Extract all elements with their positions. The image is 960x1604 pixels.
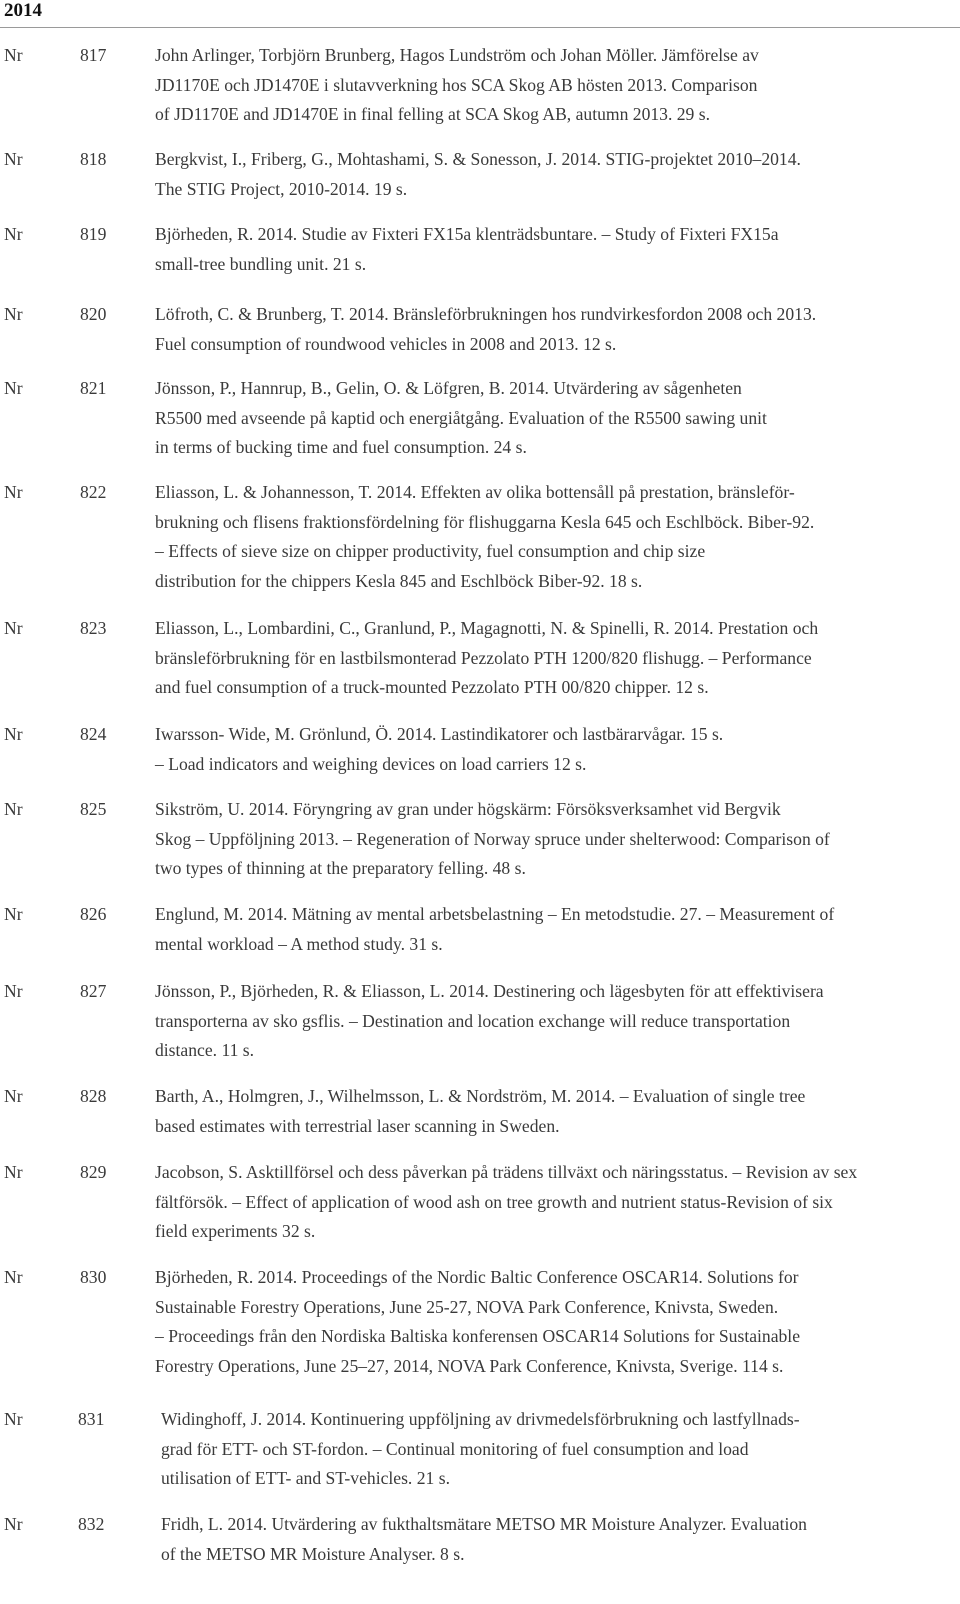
entry-citation <box>161 1405 960 1494</box>
entry-citation <box>155 374 960 463</box>
entry-prefix: Nr <box>4 1162 23 1182</box>
citation-line: Fuel consumption of roundwood vehicles in 2008 and 2013. 12 s. <box>155 333 617 354</box>
entry-number: 823 <box>80 618 107 638</box>
citation-line: bränsleförbrukning för en lastbilsmonterad Pezzolato PTH 1200/820 flishugg. – Performance <box>155 647 812 668</box>
entry-prefix: Nr <box>4 618 23 638</box>
citation-line: transporterna av sko gsflis. – Destination and location exchange will reduce transportation <box>155 1010 791 1031</box>
citation-line: John Arlinger, Torbjörn Brunberg, Hagos Lundström och Johan Möller. Jämförelse av <box>155 45 759 65</box>
citation-line: Jönsson, P., Hannrup, B., Gelin, O. & Löfgren, B. 2014. Utvärdering av sågenheten <box>155 378 742 398</box>
entry-citation <box>155 1082 960 1141</box>
citation-line: The STIG Project, 2010-2014. 19 s. <box>155 178 408 199</box>
entry-prefix: Nr <box>4 1267 23 1287</box>
citation-line: Fridh, L. 2014. Utvärdering av fukthaltsmätare METSO MR Moisture Analyzer. Evaluation <box>161 1514 807 1534</box>
entry-number: 831 <box>78 1409 105 1429</box>
entry-prefix: Nr <box>4 304 23 324</box>
entry-number: 828 <box>80 1086 107 1106</box>
citation-line: Björheden, R. 2014. Proceedings of the Nordic Baltic Conference OSCAR14. Solutions for <box>155 1267 799 1287</box>
citation-line: Sustainable Forestry Operations, June 25-27, NOVA Park Conference, Knivsta, Sweden. <box>155 1296 779 1317</box>
entry-prefix: Nr <box>4 224 23 244</box>
entry-prefix: Nr <box>4 482 23 502</box>
citation-line: grad för ETT- och ST-fordon. – Continual monitoring of fuel consumption and load <box>161 1438 749 1459</box>
entry-citation <box>155 977 960 1066</box>
citation-line: and fuel consumption of a truck-mounted Pezzolato PTH 00/820 chipper. 12 s. <box>155 677 709 697</box>
entry-number: 829 <box>80 1162 107 1182</box>
citation-line: Jönsson, P., Björheden, R. & Eliasson, L. 2014. Destinering och lägesbyten för att effektivisera <box>155 981 824 1001</box>
citation-line: Barth, A., Holmgren, J., Wilhelmsson, L. & Nordström, M. 2014. – Evaluation of single tree <box>155 1086 806 1106</box>
citation-line: mental workload – A method study. 31 s. <box>155 933 443 954</box>
entry-citation <box>155 720 960 779</box>
citation-line: of the METSO MR Moisture Analyser. 8 s. <box>161 1543 465 1564</box>
entry-citation <box>155 300 960 359</box>
citation-line: Löfroth, C. & Brunberg, T. 2014. Bränsleförbrukningen hos rundvirkesfordon 2008 och 2013. <box>155 304 817 324</box>
entry-citation <box>161 1510 960 1569</box>
top-divider <box>0 27 960 28</box>
entry-number: 824 <box>80 724 107 744</box>
entry-number: 818 <box>80 149 107 169</box>
citation-line: based estimates with terrestrial laser scanning in Sweden. <box>155 1115 560 1136</box>
citation-line: Björheden, R. 2014. Studie av Fixteri FX15a klenträdsbuntare. – Study of Fixteri FX15a <box>155 224 779 244</box>
entry-number: 817 <box>80 45 107 65</box>
entry-citation <box>155 478 960 596</box>
citation-line: Bergkvist, I., Friberg, G., Mohtashami, S. & Sonesson, J. 2014. STIG-projektet 2010–2014. <box>155 149 801 169</box>
entry-prefix: Nr <box>4 904 23 924</box>
entry-number: 827 <box>80 981 107 1001</box>
citation-line: distance. 11 s. <box>155 1040 255 1060</box>
entry-prefix: Nr <box>4 981 23 1001</box>
citation-line: JD1170E och JD1470E i slutavverkning hos SCA Skog AB hösten 2013. Comparison <box>155 74 758 95</box>
entry-number: 825 <box>80 799 107 819</box>
entry-citation <box>155 145 960 204</box>
citation-line: Eliasson, L., Lombardini, C., Granlund, P., Magagnotti, N. & Spinelli, R. 2014. Prestation och <box>155 618 819 638</box>
entry-number: 821 <box>80 378 107 398</box>
entry-prefix: Nr <box>4 149 23 169</box>
citation-line: fältförsök. – Effect of application of wood ash on tree growth and nutrient status-Revision of six <box>155 1191 833 1212</box>
entry-citation <box>155 900 960 959</box>
citation-line: – Effects of sieve size on chipper productivity, fuel consumption and chip size <box>155 541 706 561</box>
citation-line: two types of thinning at the preparatory felling. 48 s. <box>155 858 526 878</box>
entry-prefix: Nr <box>4 1409 23 1429</box>
page-year-heading: 2014 <box>4 0 42 21</box>
citation-line: brukning och flisens fraktionsfördelning för flishuggarna Kesla 645 och Eschlböck. Biber-92. <box>155 511 815 532</box>
citation-line: of JD1170E and JD1470E in final felling at SCA Skog AB, autumn 2013. 29 s. <box>155 104 711 124</box>
entry-citation <box>155 614 960 703</box>
citation-line: Iwarsson- Wide, M. Grönlund, Ö. 2014. Lastindikatorer och lastbärarvågar. 15 s. <box>155 724 724 744</box>
entry-citation <box>155 220 960 279</box>
entry-citation <box>155 795 960 884</box>
citation-line: Englund, M. 2014. Mätning av mental arbetsbelastning – En metodstudie. 27. – Measurement of <box>155 904 835 924</box>
citation-line: Jacobson, S. Asktillförsel och dess påverkan på trädens tillväxt och näringsstatus. – Revision av sex <box>155 1162 858 1182</box>
citation-line: Widinghoff, J. 2014. Kontinuering uppföljning av drivmedelsförbrukning och lastfyllnads- <box>161 1409 800 1429</box>
citation-line: distribution for the chippers Kesla 845 and Eschlböck Biber-92. 18 s. <box>155 570 643 591</box>
entry-prefix: Nr <box>4 378 23 398</box>
citation-line: – Load indicators and weighing devices on load carriers 12 s. <box>155 753 587 774</box>
entry-prefix: Nr <box>4 1514 23 1534</box>
entry-number: 819 <box>80 224 107 244</box>
entry-prefix: Nr <box>4 1086 23 1106</box>
citation-line: R5500 med avseende på kaptid och energiåtgång. Evaluation of the R5500 sawing unit <box>155 407 767 428</box>
citation-line: Sikström, U. 2014. Föryngring av gran under högskärm: Försöksverksamhet vid Bergvik <box>155 799 781 819</box>
citation-line: – Proceedings från den Nordiska Baltiska konferensen OSCAR14 Solutions for Sustainable <box>155 1326 801 1346</box>
entry-number: 826 <box>80 904 107 924</box>
citation-line: Forestry Operations, June 25–27, 2014, NOVA Park Conference, Knivsta, Sverige. 114 s. <box>155 1355 784 1376</box>
entry-citation <box>155 1263 960 1381</box>
citation-line: small-tree bundling unit. 21 s. <box>155 253 367 274</box>
citation-line: Eliasson, L. & Johannesson, T. 2014. Effekten av olika bottensåll på prestation, bränsleför- <box>155 482 795 502</box>
citation-line: utilisation of ETT- and ST-vehicles. 21 s. <box>161 1468 450 1488</box>
entry-prefix: Nr <box>4 45 23 65</box>
entry-citation <box>155 1158 960 1247</box>
citation-line: Skog – Uppföljning 2013. – Regeneration of Norway spruce under shelterwood: Comparison of <box>155 828 830 849</box>
entry-number: 820 <box>80 304 107 324</box>
entry-number: 822 <box>80 482 107 502</box>
entry-number: 832 <box>78 1514 105 1534</box>
entry-number: 830 <box>80 1267 107 1287</box>
citation-line: field experiments 32 s. <box>155 1221 316 1241</box>
entry-prefix: Nr <box>4 799 23 819</box>
entry-citation <box>155 41 960 130</box>
entry-prefix: Nr <box>4 724 23 744</box>
citation-line: in terms of bucking time and fuel consumption. 24 s. <box>155 437 527 457</box>
